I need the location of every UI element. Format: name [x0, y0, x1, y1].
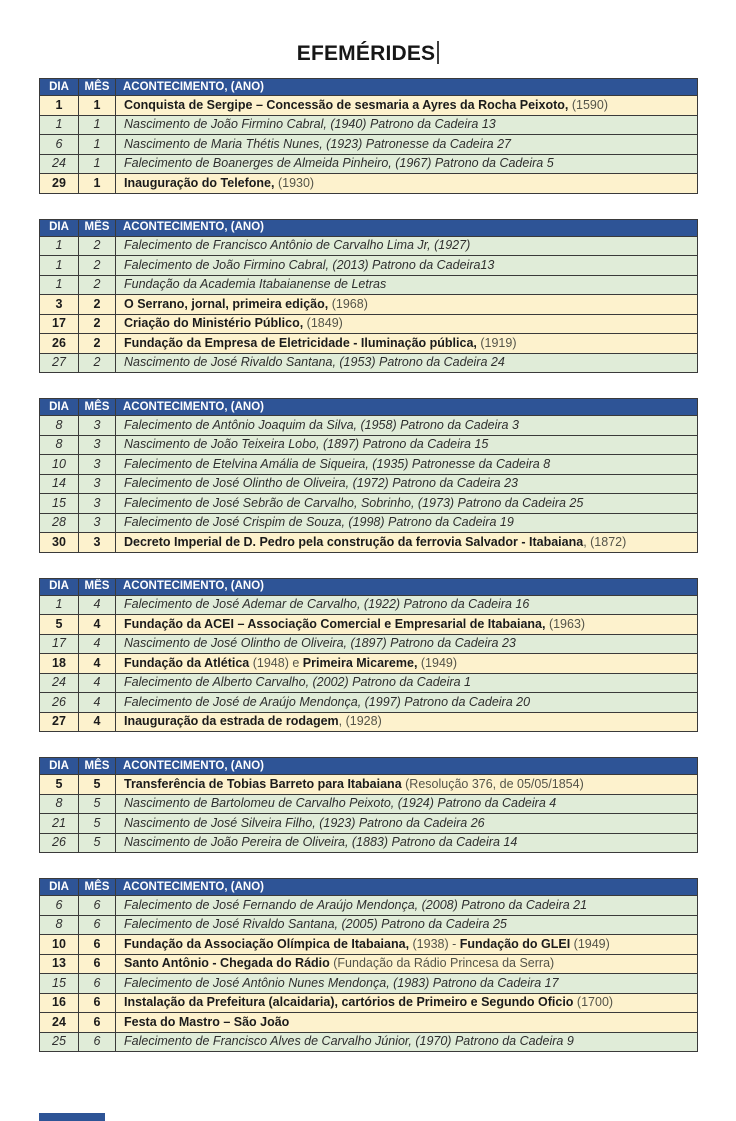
table-row: [40, 915, 698, 935]
table-row: [40, 935, 698, 955]
month-cell: 6: [79, 954, 116, 974]
event-text-segment: Falecimento de José Crispim de Souza, (1998) Patrono da Cadeira 19: [124, 515, 514, 530]
event-text-segment: Falecimento de Etelvina Amália de Siqueira, (1935) Patronesse da Cadeira 8: [124, 456, 551, 471]
day-cell: 1: [40, 115, 79, 135]
table-row: [40, 533, 698, 553]
month-cell: 6: [79, 993, 116, 1013]
day-cell: 6: [40, 896, 79, 916]
event-text-segment: Inauguração da estrada de rodagem: [124, 714, 339, 729]
day-cell: 13: [40, 954, 79, 974]
month-cell: 3: [79, 435, 116, 455]
event-text-segment: Nascimento de José Silveira Filho, (1923) Patrono da Cadeira 26: [124, 815, 485, 830]
month-cell: 6: [79, 1032, 116, 1052]
column-header-mes: MÊS: [79, 219, 116, 236]
event-text-segment: Falecimento de José Rivaldo Santana, (2005) Patrono da Cadeira 25: [124, 917, 507, 932]
month-cell: 2: [79, 256, 116, 276]
month-cell: 3: [79, 416, 116, 436]
month-cell: 1: [79, 174, 116, 194]
month-cell: 4: [79, 595, 116, 615]
month-cell: 4: [79, 693, 116, 713]
month-cell: 2: [79, 295, 116, 315]
table-row: [40, 634, 698, 654]
event-text-segment: (1849): [303, 316, 343, 331]
event-text-segment: Santo Antônio - Chegada do Rádio: [124, 956, 334, 971]
table-row: [40, 135, 698, 155]
column-header-mes: MÊS: [79, 879, 116, 896]
table-row: [40, 174, 698, 194]
table-row: [40, 833, 698, 853]
event-text-segment: , (1872): [583, 534, 627, 549]
table-row: [40, 236, 698, 256]
month-cell: 6: [79, 935, 116, 955]
month-cell: 2: [79, 334, 116, 354]
efemerides-table-month-3: [39, 398, 698, 553]
event-text-segment: Falecimento de José Sebrão de Carvalho, Sobrinho, (1973) Patrono da Cadeira 25: [124, 495, 584, 510]
table-row: [40, 416, 698, 436]
table-row: [40, 775, 698, 795]
month-cell: 4: [79, 634, 116, 654]
month-cell: 1: [79, 115, 116, 135]
event-text-segment: Instalação da Prefeitura (alcaidaria), cartórios de Primeiro e Segundo Oficio: [124, 995, 577, 1010]
event-text-segment: Fundação do GLEI: [459, 936, 571, 951]
column-header-mes: MÊS: [79, 399, 116, 416]
header-row: [40, 758, 698, 775]
efemerides-table-month-5: [39, 757, 698, 853]
event-cell: [116, 595, 698, 615]
efemerides-table-month-4: [39, 578, 698, 733]
month-cell: 3: [79, 513, 116, 533]
tables-container: [0, 66, 736, 1052]
event-cell: [116, 494, 698, 514]
table-row: [40, 1032, 698, 1052]
day-cell: 14: [40, 474, 79, 494]
month-cell: 6: [79, 915, 116, 935]
event-text-segment: O Serrano, jornal, primeira edição,: [124, 296, 329, 311]
column-header-acontecimento: ACONTECIMENTO, (ANO): [116, 879, 698, 896]
event-text-segment: Fundação da Atlética: [124, 655, 253, 670]
event-text-segment: (1968): [328, 296, 368, 311]
event-text-segment: Transferência de Tobias Barreto para Itabaiana: [124, 776, 406, 791]
event-cell: [116, 115, 698, 135]
column-header-acontecimento: ACONTECIMENTO, (ANO): [116, 578, 698, 595]
event-cell: [116, 314, 698, 334]
day-cell: 8: [40, 416, 79, 436]
column-header-dia: DIA: [40, 79, 79, 96]
day-cell: 26: [40, 693, 79, 713]
event-cell: [116, 673, 698, 693]
day-cell: 24: [40, 673, 79, 693]
event-text-segment: (1930): [274, 175, 315, 190]
event-cell: [116, 455, 698, 475]
event-cell: [116, 533, 698, 553]
day-cell: 10: [40, 455, 79, 475]
day-cell: 8: [40, 915, 79, 935]
event-text-segment: (Fundação da Rádio Princesa da Serra): [333, 956, 555, 971]
table-row: [40, 693, 698, 713]
event-text-segment: Festa do Mastro – São João: [124, 1014, 290, 1029]
event-text-segment: Inauguração do Telefone,: [124, 175, 275, 190]
event-cell: [116, 416, 698, 436]
event-text-segment: Criação do Ministério Público,: [124, 316, 304, 331]
efemerides-table-month-2: [39, 219, 698, 374]
event-text-segment: Falecimento de Francisco Alves de Carvalho Júnior, (1970) Patrono da Cadeira 9: [124, 1034, 574, 1049]
event-text-segment: Fundação da Academia Itabaianense de Letras: [124, 277, 387, 292]
month-cell: 2: [79, 236, 116, 256]
event-text-segment: Fundação da Associação Olímpica de Itabaiana,: [124, 936, 410, 951]
event-cell: [116, 935, 698, 955]
event-cell: [116, 96, 698, 116]
day-cell: 1: [40, 96, 79, 116]
event-text-segment: (1963): [545, 616, 586, 631]
header-row: [40, 79, 698, 96]
table-row: [40, 974, 698, 994]
column-header-mes: MÊS: [79, 758, 116, 775]
month-cell: 3: [79, 494, 116, 514]
day-cell: 30: [40, 533, 79, 553]
table-row: [40, 615, 698, 635]
header-row: [40, 219, 698, 236]
table-row: [40, 794, 698, 814]
event-text-segment: Falecimento de Alberto Carvalho, (2002) Patrono da Cadeira 1: [124, 675, 471, 690]
event-cell: [116, 794, 698, 814]
event-text-segment: (1700): [576, 995, 614, 1010]
event-cell: [116, 634, 698, 654]
month-cell: 4: [79, 712, 116, 732]
event-text-segment: , (1928): [338, 714, 382, 729]
event-text-segment: Falecimento de José Olintho de Oliveira, (1972) Patrono da Cadeira 23: [124, 476, 518, 491]
day-cell: 29: [40, 174, 79, 194]
month-cell: 2: [79, 353, 116, 373]
event-text-segment: (1938) -: [409, 936, 460, 951]
event-cell: [116, 654, 698, 674]
day-cell: 26: [40, 334, 79, 354]
table-row: [40, 435, 698, 455]
day-cell: 28: [40, 513, 79, 533]
event-cell: [116, 974, 698, 994]
event-text-segment: (1949): [417, 655, 458, 670]
event-text-segment: Nascimento de Maria Thétis Nunes, (1923) Patronesse da Cadeira 27: [124, 136, 512, 151]
day-cell: 1: [40, 595, 79, 615]
month-cell: 4: [79, 673, 116, 693]
day-cell: 8: [40, 794, 79, 814]
event-cell: [116, 435, 698, 455]
month-cell: 5: [79, 794, 116, 814]
event-cell: [116, 275, 698, 295]
event-text-segment: Falecimento de Antônio Joaquim da Silva, (1958) Patrono da Cadeira 3: [124, 417, 519, 432]
event-text-segment: (1948) e: [252, 655, 303, 670]
column-header-acontecimento: ACONTECIMENTO, (ANO): [116, 79, 698, 96]
table-row: [40, 334, 698, 354]
day-cell: 27: [40, 712, 79, 732]
table-row: [40, 1013, 698, 1033]
event-cell: [116, 954, 698, 974]
efemerides-table-month-1: [39, 78, 698, 194]
day-cell: 27: [40, 353, 79, 373]
event-text-segment: (1949): [570, 936, 610, 951]
table-row: [40, 474, 698, 494]
day-cell: 15: [40, 494, 79, 514]
column-header-mes: MÊS: [79, 578, 116, 595]
table-row: [40, 314, 698, 334]
month-cell: 1: [79, 96, 116, 116]
event-text-segment: Falecimento de José Fernando de Araújo Mendonça, (2008) Patrono da Cadeira 21: [124, 897, 588, 912]
page-title: EFEMÉRIDES: [296, 42, 436, 65]
event-text-segment: Falecimento de José Antônio Nunes Mendonça, (1983) Patrono da Cadeira 17: [124, 975, 559, 990]
month-cell: 6: [79, 1013, 116, 1033]
day-cell: 1: [40, 275, 79, 295]
table-row: [40, 115, 698, 135]
event-text-segment: Nascimento de José Olintho de Oliveira, (1897) Patrono da Cadeira 23: [124, 636, 516, 651]
table-row: [40, 712, 698, 732]
day-cell: 15: [40, 974, 79, 994]
event-cell: [116, 513, 698, 533]
month-cell: 5: [79, 833, 116, 853]
month-cell: 4: [79, 615, 116, 635]
month-cell: 6: [79, 896, 116, 916]
event-cell: [116, 915, 698, 935]
event-cell: [116, 353, 698, 373]
table-row: [40, 275, 698, 295]
day-cell: 24: [40, 1013, 79, 1033]
event-text-segment: Nascimento de José Rivaldo Santana, (1953) Patrono da Cadeira 24: [124, 355, 505, 370]
event-cell: [116, 154, 698, 174]
month-cell: 2: [79, 314, 116, 334]
day-cell: 18: [40, 654, 79, 674]
table-row: [40, 353, 698, 373]
column-header-acontecimento: ACONTECIMENTO, (ANO): [116, 219, 698, 236]
day-cell: 1: [40, 236, 79, 256]
day-cell: 16: [40, 993, 79, 1013]
event-cell: [116, 814, 698, 834]
month-cell: 4: [79, 654, 116, 674]
table-row: [40, 455, 698, 475]
month-cell: 5: [79, 814, 116, 834]
event-text-segment: Falecimento de Francisco Antônio de Carvalho Lima Jr, (1927): [124, 238, 471, 253]
event-cell: [116, 236, 698, 256]
event-text-segment: Decreto Imperial de D. Pedro pela construção da ferrovia Salvador - Itabaiana: [124, 534, 584, 549]
text-cursor: [437, 41, 439, 64]
document-title-wrap: [0, 0, 736, 66]
column-header-dia: DIA: [40, 219, 79, 236]
event-cell: [116, 174, 698, 194]
column-header-dia: DIA: [40, 399, 79, 416]
event-cell: [116, 712, 698, 732]
table-row: [40, 256, 698, 276]
event-cell: [116, 993, 698, 1013]
month-cell: 2: [79, 275, 116, 295]
efemerides-table-month-6: [39, 878, 698, 1052]
next-table-header-fragment: [39, 1113, 105, 1121]
event-text-segment: (1590): [568, 97, 608, 112]
table-row: [40, 513, 698, 533]
table-row: [40, 595, 698, 615]
month-cell: 6: [79, 974, 116, 994]
event-text-segment: Falecimento de José Ademar de Carvalho, (1922) Patrono da Cadeira 16: [124, 597, 530, 612]
table-row: [40, 993, 698, 1013]
day-cell: 17: [40, 634, 79, 654]
event-text-segment: (Resolução 376, de 05/05/1854): [405, 776, 584, 791]
event-cell: [116, 693, 698, 713]
column-header-acontecimento: ACONTECIMENTO, (ANO): [116, 399, 698, 416]
table-row: [40, 295, 698, 315]
table-row: [40, 494, 698, 514]
table-row: [40, 814, 698, 834]
event-text-segment: (1919): [476, 335, 517, 350]
table-row: [40, 954, 698, 974]
event-text-segment: Falecimento de João Firmino Cabral, (2013) Patrono da Cadeira13: [124, 257, 495, 272]
event-text-segment: Conquista de Sergipe – Concessão de sesmaria a Ayres da Rocha Peixoto,: [124, 97, 569, 112]
month-cell: 1: [79, 154, 116, 174]
event-cell: [116, 295, 698, 315]
event-text-segment: Falecimento de Boanerges de Almeida Pinheiro, (1967) Patrono da Cadeira 5: [124, 156, 554, 171]
event-cell: [116, 775, 698, 795]
event-text-segment: Fundação da Empresa de Eletricidade - Iluminação pública,: [124, 335, 477, 350]
column-header-acontecimento: ACONTECIMENTO, (ANO): [116, 758, 698, 775]
day-cell: 10: [40, 935, 79, 955]
table-row: [40, 896, 698, 916]
event-text-segment: Fundação da ACEI – Associação Comercial e Empresarial de Itabaiana,: [124, 616, 546, 631]
event-cell: [116, 615, 698, 635]
day-cell: 1: [40, 256, 79, 276]
month-cell: 3: [79, 533, 116, 553]
day-cell: 21: [40, 814, 79, 834]
event-cell: [116, 334, 698, 354]
day-cell: 17: [40, 314, 79, 334]
day-cell: 6: [40, 135, 79, 155]
header-row: [40, 879, 698, 896]
event-cell: [116, 256, 698, 276]
column-header-dia: DIA: [40, 879, 79, 896]
event-cell: [116, 474, 698, 494]
month-cell: 3: [79, 474, 116, 494]
day-cell: 3: [40, 295, 79, 315]
event-text-segment: Nascimento de João Teixeira Lobo, (1897) Patrono da Cadeira 15: [124, 437, 489, 452]
table-row: [40, 673, 698, 693]
header-row: [40, 578, 698, 595]
event-text-segment: Nascimento de Bartolomeu de Carvalho Peixoto, (1924) Patrono da Cadeira 4: [124, 796, 557, 811]
table-row: [40, 154, 698, 174]
column-header-mes: MÊS: [79, 79, 116, 96]
month-cell: 1: [79, 135, 116, 155]
event-cell: [116, 1013, 698, 1033]
table-row: [40, 654, 698, 674]
event-text-segment: Primeira Micareme,: [302, 655, 418, 670]
month-cell: 3: [79, 455, 116, 475]
column-header-dia: DIA: [40, 578, 79, 595]
event-cell: [116, 135, 698, 155]
column-header-dia: DIA: [40, 758, 79, 775]
event-cell: [116, 896, 698, 916]
table-row: [40, 96, 698, 116]
day-cell: 24: [40, 154, 79, 174]
day-cell: 5: [40, 775, 79, 795]
event-text-segment: Falecimento de José de Araújo Mendonça, (1997) Patrono da Cadeira 20: [124, 694, 531, 709]
month-cell: 5: [79, 775, 116, 795]
event-text-segment: Nascimento de João Firmino Cabral, (1940) Patrono da Cadeira 13: [124, 117, 496, 132]
day-cell: 26: [40, 833, 79, 853]
event-cell: [116, 1032, 698, 1052]
day-cell: 25: [40, 1032, 79, 1052]
day-cell: 8: [40, 435, 79, 455]
header-row: [40, 399, 698, 416]
event-text-segment: Nascimento de João Pereira de Oliveira, (1883) Patrono da Cadeira 14: [124, 835, 518, 850]
day-cell: 5: [40, 615, 79, 635]
event-cell: [116, 833, 698, 853]
